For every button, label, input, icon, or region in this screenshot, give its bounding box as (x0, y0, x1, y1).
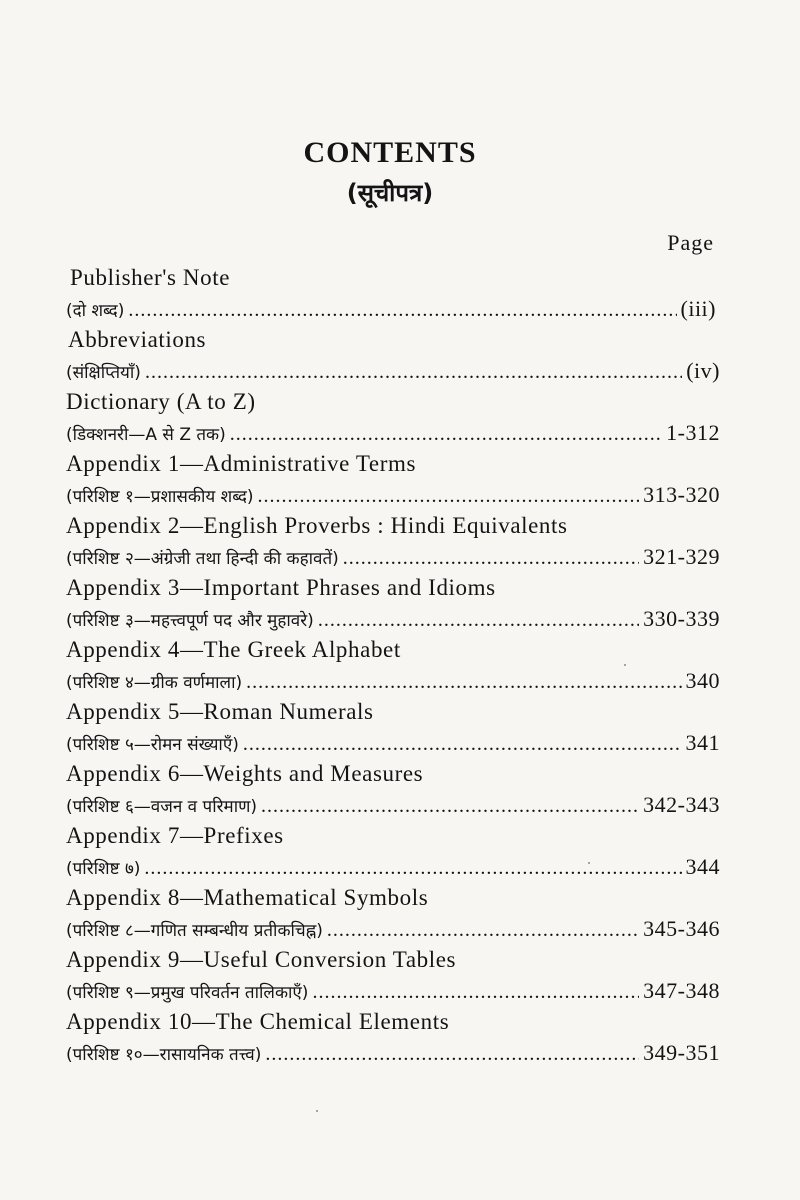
toc-entry-hindi: (परिशिष्ट ८—गणित सम्बन्धीय प्रतीकचिह्न) (66, 921, 323, 941)
toc-entry-page: 313-320 (643, 482, 720, 507)
toc-entry-hindi: (परिशिष्ट २—अंग्रेजी तथा हिन्दी की कहावतें) (66, 549, 339, 569)
toc-entry-english: Appendix 10—The Chemical Elements (66, 1009, 450, 1034)
toc-entry-hindi: (डिक्शनरी—A से Z तक) (66, 425, 226, 445)
dot-leader (128, 295, 676, 326)
dot-leader (230, 419, 662, 450)
dot-leader (145, 357, 682, 388)
toc-entry-hindi-line (66, 541, 720, 572)
toc-entry-hindi: (परिशिष्ट १०—रासायनिक तत्त्व) (66, 1045, 262, 1065)
toc-entry-english: Appendix 8—Mathematical Symbols (66, 885, 429, 910)
toc-entry-hindi-line (66, 479, 720, 510)
toc-entry-english: Appendix 1—Administrative Terms (66, 451, 417, 476)
toc-entry-dictionary (66, 386, 720, 448)
toc-entry-hindi: (परिशिष्ट ६—वजन व परिमाण) (66, 797, 258, 817)
dot-leader (343, 543, 639, 574)
toc-entry-publishers-note (66, 262, 720, 324)
toc-entry-english: Appendix 6—Weights and Measures (66, 761, 424, 786)
toc-entry-page: 340 (685, 668, 720, 693)
toc-entry-hindi: (परिशिष्ट ५—रोमन संख्याएँ) (66, 735, 239, 755)
dot-leader (144, 853, 681, 884)
page-title: CONTENTS (303, 136, 477, 169)
toc-entry-appendix-5 (66, 696, 720, 758)
toc-entry-page: 321-329 (643, 544, 720, 569)
dot-leader (265, 1039, 639, 1070)
toc-entry-english: Publisher's Note (70, 265, 231, 290)
dot-leader (312, 977, 639, 1008)
toc-entry-english: Appendix 5—Roman Numerals (66, 699, 374, 724)
dot-leader (258, 481, 640, 512)
dot-leader (246, 667, 681, 698)
toc-entry-hindi: (संक्षिप्तियाँ) (66, 363, 141, 383)
toc-entry-hindi: (दो शब्द) (66, 301, 125, 321)
paper-speck (316, 1110, 318, 1112)
toc-entry-appendix-1 (66, 448, 720, 510)
toc-entry-hindi: (परिशिष्ट १—प्रशासकीय शब्द) (66, 487, 254, 507)
toc-entry-hindi-line (66, 417, 720, 448)
toc-entry-hindi-line (66, 975, 720, 1006)
page-subtitle: (सूचीपत्र) (346, 179, 434, 207)
toc-entry-appendix-4 (66, 634, 720, 696)
toc-entry-hindi: (परिशिष्ट ४—ग्रीक वर्णमाला) (66, 673, 243, 693)
toc-entry-hindi-line (66, 603, 720, 634)
toc-entry-page: 342-343 (643, 792, 720, 817)
dot-leader (261, 791, 639, 822)
toc-entry-page: (iv) (686, 358, 720, 383)
toc-entry-appendix-10 (66, 1006, 720, 1068)
toc-entry-appendix-3 (66, 572, 720, 634)
toc-entry-english: Appendix 9—Useful Conversion Tables (66, 947, 457, 972)
table-of-contents (66, 262, 720, 1068)
toc-entry-hindi-line (66, 1037, 720, 1068)
toc-entry-page: 345-346 (643, 916, 720, 941)
toc-entry-english: Appendix 4—The Greek Alphabet (66, 637, 401, 662)
dot-leader (243, 729, 682, 760)
toc-entry-appendix-6 (66, 758, 720, 820)
toc-entry-page: (iii) (680, 296, 716, 321)
toc-entry-page: 341 (685, 730, 720, 755)
toc-entry-page: 344 (685, 854, 720, 879)
toc-entry-page: 347-348 (643, 978, 720, 1003)
toc-entry-abbreviations (66, 324, 720, 386)
toc-entry-english: Appendix 2—English Proverbs : Hindi Equivalents (66, 513, 568, 538)
toc-entry-hindi-line (66, 727, 720, 758)
toc-entry-english: Appendix 3—Important Phrases and Idioms (66, 575, 496, 600)
toc-entry-hindi: (परिशिष्ट ९—प्रमुख परिवर्तन तालिकाएँ) (66, 983, 309, 1003)
toc-entry-page: 330-339 (643, 606, 720, 631)
paper-speck (588, 862, 590, 864)
toc-entry-english: Dictionary (A to Z) (66, 389, 256, 414)
toc-entry-hindi-line (66, 293, 720, 324)
toc-entry-hindi-line (66, 789, 720, 820)
toc-entry-hindi: (परिशिष्ट ३—महत्त्वपूर्ण पद और मुहावरे) (66, 611, 314, 631)
toc-entry-english: Appendix 7—Prefixes (66, 823, 284, 848)
paper-speck (624, 664, 626, 666)
toc-entry-appendix-8 (66, 882, 720, 944)
toc-entry-hindi-line (66, 355, 720, 386)
toc-entry-appendix-7 (66, 820, 720, 882)
toc-entry-hindi-line (66, 851, 720, 882)
dot-leader (318, 605, 639, 636)
toc-entry-english: Abbreviations (68, 327, 207, 352)
toc-entry-page: 349-351 (643, 1040, 720, 1065)
toc-entry-hindi-line (66, 913, 720, 944)
toc-entry-hindi-line (66, 665, 720, 696)
toc-entry-appendix-9 (66, 944, 720, 1006)
toc-entry-appendix-2 (66, 510, 720, 572)
toc-entry-page: 1-312 (666, 420, 720, 445)
toc-entry-hindi: (परिशिष्ट ७) (66, 859, 141, 879)
page-column-heading: Page (667, 230, 714, 255)
dot-leader (327, 915, 639, 946)
